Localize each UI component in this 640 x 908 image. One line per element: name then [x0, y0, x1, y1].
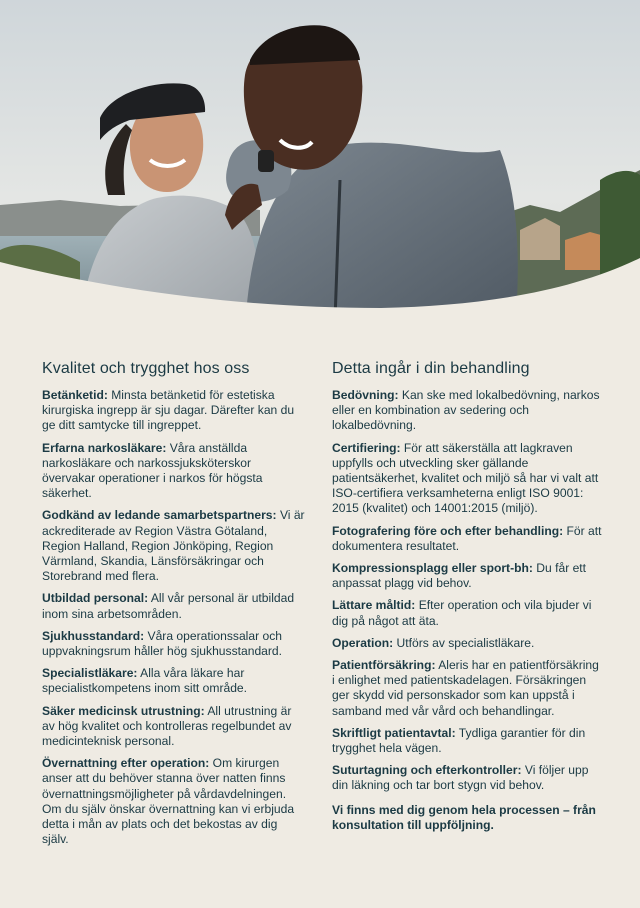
list-item [42, 629, 306, 659]
item-text: Alla våra läkare har specialistkompetens inom sitt område. [42, 666, 248, 696]
list-item [42, 388, 306, 434]
item-title: Lättare måltid: [332, 598, 416, 613]
item-title: Fotografering före och efter behandling: [332, 523, 564, 538]
treatment-list [332, 388, 602, 794]
item-title: Säker medicinsk utrustning: [42, 703, 205, 718]
item-text: All vår personal är utbildad inom sina arbetsområden. [42, 591, 295, 621]
item-text: Aleris har en patientförsäkring i enlighet med patientskadelagen. Försäkringen ger skydd vid personskador som kan uppstå i samband med vår vård och behandlingar. [332, 658, 599, 718]
item-text: Vi är ackrediterade av Region Västra Götaland, Region Halland, Region Jönköping, Region Värmland, Skandia, Länsförsäkringar och Storebrand med flera. [42, 508, 305, 584]
item-title: Erfarna narkosläkare: [42, 440, 167, 455]
quality-heading: Kvalitet och trygghet hos oss [42, 360, 250, 377]
item-text: För att dokumentera resultatet. [332, 523, 602, 553]
item-title: Övernattning efter operation: [42, 756, 210, 771]
treatment-section [332, 360, 602, 854]
item-title: Bedövning: [332, 388, 399, 402]
item-title: Specialistläkare: [42, 666, 138, 681]
item-text: Tydliga garantier för din trygghet hela vägen. [332, 725, 586, 756]
list-item [332, 388, 602, 434]
hero-illustration [0, 0, 640, 330]
list-item [42, 704, 306, 750]
hero-photo [0, 0, 640, 330]
list-item [332, 636, 602, 651]
item-title: Suturtagning och efterkontroller: [332, 763, 522, 778]
list-item [332, 441, 602, 517]
quality-section [42, 360, 306, 854]
treatment-heading: Detta ingår i din behandling [332, 360, 530, 377]
item-text: Efter operation och vila bjuder vi dig på något att äta. [332, 598, 592, 628]
list-item [42, 666, 306, 696]
list-item [42, 508, 306, 584]
item-title: Utbildad personal: [42, 591, 149, 606]
item-text: Våra operationssalar och uppvakningsrum håller hög sjukhusstandard. [42, 628, 283, 659]
list-item [332, 658, 602, 719]
item-title: Skriftligt patientavtal: [332, 725, 456, 740]
closing-statement: Vi finns med dig genom hela processen – från konsultation till uppföljning. [332, 802, 596, 832]
item-text: Vi följer upp din läkning och tar bort stygn vid behov. [332, 763, 589, 793]
list-item [42, 756, 306, 847]
list-item [42, 591, 306, 621]
item-text: För att säkerställa att lagkraven uppfylls och utveckling sker gällande patientsäkerhet, kvalitet och miljö så har vi valt att ISO-certifiera verksamheterna enligt ISO 9001: 2015 (kvalitet) och 14001:2015 (miljö). [332, 440, 599, 516]
list-item [332, 598, 602, 628]
list-item [332, 726, 602, 756]
item-text: Våra anställda narkosläkare och narkossjuksköterskor övervakar operationer i narkos för högsta säkerhet. [42, 440, 263, 501]
content-columns [42, 360, 602, 854]
list-item [332, 763, 602, 793]
item-title: Betänketid: [42, 388, 108, 402]
list-item [332, 524, 602, 554]
item-title: Godkänd av ledande samarbetspartners: [42, 508, 277, 523]
item-title: Sjukhusstandard: [42, 628, 145, 643]
list-item [332, 561, 602, 591]
item-title: Patientförsäkring: [332, 658, 436, 673]
item-title: Kompressionsplagg eller sport-bh: [332, 561, 533, 576]
item-text: Om kirurgen anser att du behöver stanna över natten finns övernattningsmöjligheter på vårdavdelningen. Om du själv önskar övernattning kan vi erbjuda detta i mån av plats och det bekostas av dig själv. [42, 756, 295, 847]
list-item [42, 441, 306, 502]
item-text: Minsta betänketid för estetiska kirurgiska ingrepp är sju dagar. Därefter kan du ge ditt samtycke till ingreppet. [42, 388, 295, 433]
quality-list [42, 388, 306, 847]
item-text: Du får ett anpassat plagg vid behov. [332, 561, 587, 591]
item-title: Operation: [332, 635, 394, 650]
item-text: All utrustning är av hög kvalitet och kontrolleras regelbundet av medicinteknisk personal. [42, 703, 292, 749]
item-text: Utförs av specialistläkare. [393, 635, 535, 650]
item-title: Certifiering: [332, 440, 401, 455]
item-text: Kan ske med lokalbedövning, narkos eller en kombination av sedering och lokalbedövning. [332, 388, 600, 433]
